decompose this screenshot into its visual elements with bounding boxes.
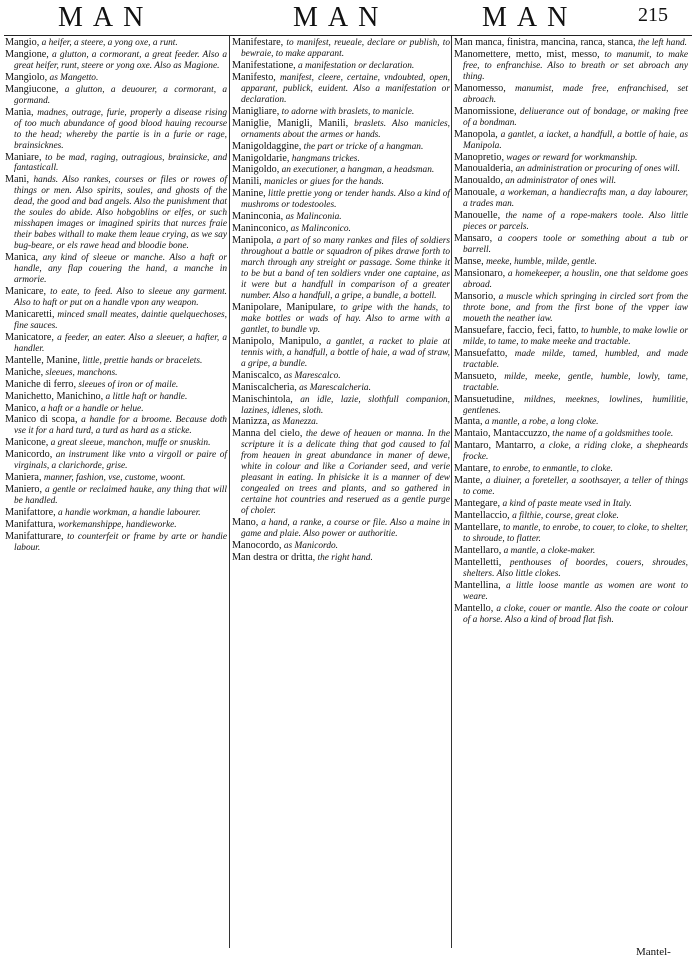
dictionary-entry xyxy=(454,269,688,291)
dictionary-entry xyxy=(454,429,688,440)
dictionary-entry xyxy=(454,234,688,256)
entry-definition: a glutton, a deuourer, a cormorant, a gormand. xyxy=(14,84,227,106)
column-3 xyxy=(454,38,688,627)
entry-definition: made milde, tamed, humbled, and made tractable. xyxy=(463,348,689,370)
dictionary-entry xyxy=(454,164,688,175)
dictionary-entry xyxy=(232,189,450,211)
catchword: Mantel- xyxy=(636,946,671,958)
entry-definition: a muscle which springing in circled sort from the throte bone, and from the first bone of the vpper iaw moueth the neather iaw. xyxy=(463,291,688,324)
entry-definition: a great sleeue, manchon, muffe or snuskin. xyxy=(50,438,211,449)
entry-definition: wages or reward for workmanship. xyxy=(506,152,638,163)
dictionary-entry xyxy=(5,532,227,554)
entry-definition: as Marescalco. xyxy=(283,370,341,381)
dictionary-entry xyxy=(232,303,450,336)
entry-headword: Manigliare, xyxy=(232,105,280,117)
entry-headword: Manifesto, xyxy=(232,71,276,83)
dictionary-entry xyxy=(454,211,688,233)
entry-definition: madnes, outrage, furie, properly a disease rising of too much abundance of good blood hauing recourse to the head; whereby the partie is in a furie or rage, brainsicknes. xyxy=(14,107,227,151)
dictionary-entry xyxy=(454,604,688,626)
entry-definition: the part or tricke of a hangman. xyxy=(303,141,424,152)
entry-headword: Manicordo, xyxy=(5,449,53,461)
entry-definition: hangmans trickes. xyxy=(291,153,360,164)
dictionary-entry xyxy=(454,130,688,152)
dictionary-entry xyxy=(5,85,227,107)
entry-definition: to manumit, to make free, to enfranchise. Also to breath or set abroach any thing. xyxy=(463,49,689,82)
entry-headword: Maniscalco, xyxy=(232,369,282,381)
dictionary-entry xyxy=(454,107,688,129)
dictionary-entry xyxy=(232,61,450,72)
entry-definition: deliuerance out of bondage, or making free of a bondman. xyxy=(463,106,688,128)
dictionary-entry xyxy=(454,441,688,463)
entry-definition: to be mad, raging, outragious, brainsicke, and fantasticall. xyxy=(14,152,228,174)
dictionary-entry xyxy=(454,395,688,417)
entry-definition: a cloke, a riding cloke, a shepheards frocke. xyxy=(463,441,688,463)
entry-headword: Mantare, xyxy=(454,463,491,475)
entry-headword: Mantellina, xyxy=(454,579,501,591)
entry-definition: a hand, a ranke, a course or file. Also a maine in game and plaie. Also power or authoritie. xyxy=(241,518,450,539)
entry-definition: milde, meeke, gentle, humble, lowly, tame, tractable. xyxy=(463,371,688,393)
dictionary-entry xyxy=(454,546,688,557)
dictionary-entry xyxy=(454,464,688,475)
entry-headword: Mansionaro, xyxy=(454,268,506,280)
entry-definition: a mantle, a robe, a long cloke. xyxy=(484,417,599,428)
entry-definition: hands. Also rankes, courses or files or rowes of things or men. Also spirits, soules, and ghosts of the dead, the good and bad angels. Also the punishment that the soules do abide. Also hobgoblins or elfes, or such misshapen images or imagined spirits that nurces fraie their babes withall to make them leaue crying, as we say bug-beare, or els rawe head and bloodie bone. xyxy=(14,175,227,252)
entry-headword: Manipolare, Manipulare, xyxy=(232,301,336,313)
entry-headword: Manigoldo, xyxy=(232,164,280,176)
entry-headword: Mantello, xyxy=(454,602,494,614)
dictionary-entry xyxy=(232,212,450,223)
dictionary-entry xyxy=(232,553,450,564)
dictionary-entry xyxy=(454,511,688,522)
entry-definition: a mantle, a cloke-maker. xyxy=(503,545,596,556)
dictionary-entry xyxy=(5,310,227,332)
entry-headword: Mangione, xyxy=(5,48,49,60)
dictionary-entry xyxy=(232,165,450,176)
dictionary-entry xyxy=(5,473,227,484)
entry-headword: Manoualdo, xyxy=(454,175,503,187)
entry-definition: a heifer, a steere, a yong oxe, a runt. xyxy=(41,38,178,48)
dictionary-entry xyxy=(454,499,688,510)
dictionary-entry xyxy=(232,429,450,517)
entry-definition: a part of so many rankes and files of soldiers throughout a battle or squadron of pikes drawe forth to march through any streight or passage. Some thinke it to be but a band of ten soldiers vnder one captaine, as it were but a handfull in comparison of a greater number. Also a handfull, a gripe, a bundle, a bottell. xyxy=(241,236,450,301)
column-divider-2 xyxy=(451,36,452,948)
entry-headword: Mansuefare, faccio, feci, fatto, xyxy=(454,324,579,336)
dictionary-entry xyxy=(454,349,688,371)
entry-headword: Manicatore, xyxy=(5,331,54,343)
entry-definition: a filthie, course, great cloke. xyxy=(512,511,619,522)
entry-headword: Manipolo, Manipulo, xyxy=(232,335,322,347)
dictionary-entry xyxy=(232,224,450,235)
entry-definition: any kind of sleeue or manche. Also a haft or handle, any flap couering the hand, a manche in armorie. xyxy=(14,253,227,286)
entry-definition: the dewe of heauen or manna. In the scripture it is a delicate thing that god caused to fal from heauen in great abundance in maner of dewe, white in colour and like a Coriander seed, and verie pleasant in eating. In phisicke it is a manner of dew congealed on trees and plants, and so gathered in certaine hot countries and reserued as a gentle purge of choler. xyxy=(241,429,450,517)
dictionary-entry xyxy=(5,73,227,84)
dictionary-entry xyxy=(5,175,227,252)
dictionary-entry xyxy=(232,107,450,118)
entry-definition: an executioner, a hangman, a headsman. xyxy=(281,165,435,176)
entry-definition: to adorne with braslets, to manicle. xyxy=(281,106,415,117)
column-1 xyxy=(5,38,227,555)
entry-headword: Manna del cielo, xyxy=(232,428,303,440)
entry-headword: Maniare, xyxy=(5,151,42,163)
entry-definition: manifest, cleere, certaine, vndoubted, open, apparant, publick, euident. Also a manifestation or declaration. xyxy=(241,72,450,105)
dictionary-entry xyxy=(454,50,688,83)
entry-definition: an administration or procuring of ones will. xyxy=(515,164,680,175)
dictionary-entry xyxy=(5,438,227,449)
page-number: 215 xyxy=(638,4,668,26)
entry-definition: a little haft or handle. xyxy=(105,391,188,402)
entry-definition: a handie workman, a handie labourer. xyxy=(57,508,201,519)
dictionary-entry xyxy=(454,372,688,394)
entry-definition: a handle for a broome. Because doth vse it for a hard turd, a turd as hard as a sticke. xyxy=(14,415,227,437)
entry-definition: to gripe with the hands, to make bottles or wads of hay. Also to arme with a gantlet, to bundle vp. xyxy=(241,302,450,335)
dictionary-entry xyxy=(232,177,450,188)
entry-definition: to enrobe, to enmantle, to cloke. xyxy=(492,464,613,475)
entry-definition: the name of a rope-makers toole. Also little pieces or parcels. xyxy=(463,211,688,233)
entry-definition: the left hand. xyxy=(637,38,687,48)
dictionary-entry xyxy=(5,380,227,391)
header-guideword-center: MAN xyxy=(293,2,389,33)
entry-definition: a diuiner, a foreteller, a soothsayer, a teller of things to come. xyxy=(463,476,688,498)
dictionary-entry xyxy=(454,84,688,106)
entry-headword: Mante, xyxy=(454,475,483,487)
entry-headword: Mano, xyxy=(232,517,259,529)
dictionary-entry xyxy=(454,523,688,545)
entry-definition: a manifestation or declaration. xyxy=(298,60,415,71)
running-header xyxy=(0,2,698,32)
entry-definition: to mantle, to enrobe, to couer, to cloke, to shelter, to shroude, to flatter. xyxy=(463,523,688,544)
entry-headword: Maniera, xyxy=(5,472,42,484)
entry-definition: a glutton, a cormorant, a great feeder. Also a great heifer, runt, steere or yong oxe. Also as Magione. xyxy=(14,49,227,71)
entry-headword: Mantaro, Mantarro, xyxy=(454,440,536,452)
entry-headword: Mantellaro, xyxy=(454,544,502,556)
entry-headword: Maninconia, xyxy=(232,211,284,223)
entry-definition: to manifest, reueale, declare or publish, to bewraie, to make apparant. xyxy=(241,38,450,59)
entry-headword: Mansorio, xyxy=(454,290,496,302)
entry-headword: Manigoldarie, xyxy=(232,152,290,164)
dictionary-entry xyxy=(454,476,688,498)
dictionary-entry xyxy=(232,38,450,60)
entry-definition: an instrument like vnto a virgoll or paire of virginals, a clarichorde, grise. xyxy=(14,450,227,472)
entry-definition: meeke, humble, milde, gentle. xyxy=(486,257,597,268)
entry-headword: Manocordo, xyxy=(232,539,282,551)
column-divider-1 xyxy=(229,36,230,948)
header-guideword-left: MAN xyxy=(58,2,154,33)
dictionary-entry xyxy=(5,287,227,309)
entry-headword: Manomissione, xyxy=(454,105,517,117)
entry-definition: penthouses of boordes, couers, shroudes, shelters. Also little clokes. xyxy=(463,557,688,579)
entry-headword: Manine, xyxy=(232,188,266,200)
entry-headword: Manipola, xyxy=(232,235,274,247)
entry-definition: a feeder, an eater. Also a sleeuer, a hafter, a handler. xyxy=(14,332,227,354)
entry-headword: Manifattore, xyxy=(5,507,56,519)
entry-definition: a homekeeper, a houslin, one that seldome goes abroad. xyxy=(463,269,688,291)
entry-definition: a gantlet, a racket to plaie at tennis with, a handfull, a bottle of haie, a wad of straw, a gripe, a bundle. xyxy=(241,336,450,369)
entry-headword: Manifestare, xyxy=(232,37,284,48)
entry-definition: mildnes, meeknes, lowlines, humilitie, gentlenes. xyxy=(463,394,688,416)
dictionary-entry xyxy=(5,356,227,367)
entry-headword: Mantelle, Manine, xyxy=(5,354,80,366)
dictionary-entry xyxy=(5,450,227,472)
entry-headword: Manoualderia, xyxy=(454,163,514,175)
entry-definition: manumist, made free, enfranchised, set abroach. xyxy=(463,83,688,105)
dictionary-entry xyxy=(232,73,450,106)
dictionary-entry xyxy=(5,404,227,415)
entry-headword: Manouelle, xyxy=(454,210,501,222)
entry-definition: as Manicordo. xyxy=(283,540,339,551)
entry-headword: Mansueto, xyxy=(454,370,497,382)
entry-definition: an administrator of ones will. xyxy=(505,176,617,187)
dictionary-entry xyxy=(5,392,227,403)
dictionary-entry xyxy=(454,176,688,187)
entry-definition: a haft or a handle or helue. xyxy=(41,403,144,414)
dictionary-entry xyxy=(232,337,450,370)
entry-headword: Mantaio, Mantaccuzzo, xyxy=(454,428,550,440)
header-guideword-right: MAN xyxy=(482,2,578,33)
dictionary-entry xyxy=(232,395,450,417)
dictionary-entry xyxy=(454,581,688,603)
entry-headword: Manopola, xyxy=(454,128,498,140)
entry-headword: Mansuetudine, xyxy=(454,393,515,405)
column-2 xyxy=(232,38,450,565)
entry-definition: workemanshippe, handieworke. xyxy=(57,520,177,531)
dictionary-entry xyxy=(454,558,688,580)
entry-headword: Mantegare, xyxy=(454,498,501,510)
entry-headword: Manischintola, xyxy=(232,393,293,405)
entry-definition: sleeues, manchons. xyxy=(45,367,118,378)
entry-headword: Mantellaccio, xyxy=(454,510,510,522)
entry-definition: to humble, to make lowlie or milde, to tame, to make meeke and tractable. xyxy=(463,325,688,347)
dictionary-entry xyxy=(5,153,227,175)
dictionary-entry xyxy=(5,485,227,507)
entry-definition: a little loose mantle as women are wont to weare. xyxy=(463,580,688,602)
entry-headword: Man destra or dritta, xyxy=(232,551,316,563)
dictionary-entry xyxy=(232,142,450,153)
dictionary-entry xyxy=(454,188,688,210)
entry-headword: Manomettere, metto, mist, messo, xyxy=(454,48,600,60)
entry-headword: Manigoldaggine, xyxy=(232,140,302,152)
entry-definition: the name of a goldsmithes toole. xyxy=(552,429,674,440)
entry-headword: Manse, xyxy=(454,256,484,268)
dictionary-entry xyxy=(232,154,450,165)
dictionary-entry xyxy=(5,108,227,152)
dictionary-entry xyxy=(5,508,227,519)
entry-headword: Mantelletti, xyxy=(454,556,502,568)
entry-headword: Manico, xyxy=(5,402,39,414)
entry-headword: Maniche, xyxy=(5,366,44,378)
dictionary-entry xyxy=(232,371,450,382)
entry-headword: Maniche di ferro, xyxy=(5,378,76,390)
entry-headword: Manica, xyxy=(5,252,39,264)
entry-definition: minced small meates, daintie quelquechoses, fine sauces. xyxy=(14,309,227,331)
dictionary-entry xyxy=(454,38,688,49)
entry-definition: a coopers toole or something about a tub or barrell. xyxy=(463,234,689,256)
entry-definition: an idle, lazie, slothfull companion, lazines, idlenes, sloth. xyxy=(241,394,450,416)
dictionary-entry xyxy=(5,253,227,286)
dictionary-entry xyxy=(232,518,450,540)
entry-definition: a kind of paste meate vsed in Italy. xyxy=(502,499,632,510)
entry-headword: Maniero, xyxy=(5,484,43,496)
entry-definition: manner, fashion, vse, custome, woont. xyxy=(43,473,186,484)
entry-headword: Mangiucone, xyxy=(5,83,59,95)
entry-headword: Manomesso, xyxy=(454,82,506,94)
entry-definition: the right hand. xyxy=(317,552,373,563)
dictionary-entry xyxy=(232,541,450,552)
dictionary-entry xyxy=(5,415,227,437)
entry-definition: sleeues of iron or of maile. xyxy=(78,379,179,390)
entry-definition: manicles or giues for the hands. xyxy=(264,177,384,188)
entry-definition: as Mangetto. xyxy=(49,72,99,83)
entry-headword: Mani, xyxy=(5,174,30,186)
entry-headword: Maninconico, xyxy=(232,223,289,235)
entry-headword: Mania, xyxy=(5,106,34,118)
entry-headword: Manta, xyxy=(454,416,483,428)
entry-headword: Manifatturare, xyxy=(5,530,64,542)
entry-headword: Manili, xyxy=(232,176,262,188)
entry-headword: Mantellare, xyxy=(454,522,501,534)
entry-headword: Mangiolo, xyxy=(5,71,48,83)
entry-definition: as Manezza. xyxy=(271,417,319,428)
entry-headword: Mansaro, xyxy=(454,233,493,245)
entry-headword: Manico di scopa, xyxy=(5,414,78,426)
dictionary-entry xyxy=(5,38,227,49)
entry-headword: Mangio, xyxy=(5,37,40,48)
entry-headword: Manicone, xyxy=(5,437,49,449)
dictionary-entry xyxy=(5,50,227,72)
dictionary-entry xyxy=(454,292,688,325)
entry-headword: Mansuefatto, xyxy=(454,347,508,359)
entry-headword: Manichetto, Manichino, xyxy=(5,390,104,402)
entry-headword: Man manca, finistra, mancina, ranca, stanca, xyxy=(454,37,636,48)
entry-headword: Manouale, xyxy=(454,187,498,199)
dictionary-entry xyxy=(454,153,688,164)
entry-definition: a cloke, couer or mantle. Also the coate or colour of a horse. Also a kind of broad flat fish. xyxy=(463,603,688,625)
entry-definition: braslets. Also manicles, ornaments about the armes or hands. xyxy=(241,118,450,140)
dictionary-entry xyxy=(5,368,227,379)
dictionary-entry xyxy=(454,257,688,268)
entry-definition: to eate, to feed. Also to sleeue any garment. Also to haft or put on a handle vpon any weapon. xyxy=(14,286,228,308)
dictionary-entry xyxy=(454,326,688,348)
dictionary-entry xyxy=(454,417,688,428)
entry-definition: a gentle or reclaimed hauke, any thing that will be handled. xyxy=(14,485,227,507)
dictionary-entry xyxy=(232,119,450,141)
entry-definition: a gantlet, a iacket, a handfull, a bottle of haie, as Manipola. xyxy=(463,129,688,151)
entry-headword: Manopretio, xyxy=(454,151,505,163)
entry-headword: Manifattura, xyxy=(5,519,56,531)
dictionary-entry xyxy=(232,236,450,302)
entry-headword: Maniglie, Manigli, Manili, xyxy=(232,117,349,129)
entry-definition: as Malinconia. xyxy=(285,212,342,223)
dictionary-entry xyxy=(5,333,227,355)
entry-headword: Manicaretti, xyxy=(5,308,55,320)
entry-definition: little prettie yong or tender hands. Also a kind of mushroms or todestooles. xyxy=(241,189,450,211)
entry-headword: Maniscalcheria, xyxy=(232,381,297,393)
dictionary-entry xyxy=(5,520,227,531)
entry-headword: Manizza, xyxy=(232,416,270,428)
dictionary-entry xyxy=(232,417,450,428)
entry-headword: Manifestatione, xyxy=(232,59,296,71)
entry-definition: as Marescalcheria. xyxy=(299,382,371,393)
entry-definition: as Malinconico. xyxy=(290,224,351,235)
dictionary-entry xyxy=(232,383,450,394)
entry-definition: little, prettie hands or bracelets. xyxy=(82,355,203,366)
header-rule xyxy=(4,35,692,36)
entry-definition: to counterfeit or frame by arte or handie labour. xyxy=(14,531,227,553)
entry-headword: Manicare, xyxy=(5,285,47,297)
entry-definition: a workeman, a handiecrafts man, a day labourer, a trades man. xyxy=(463,188,688,210)
